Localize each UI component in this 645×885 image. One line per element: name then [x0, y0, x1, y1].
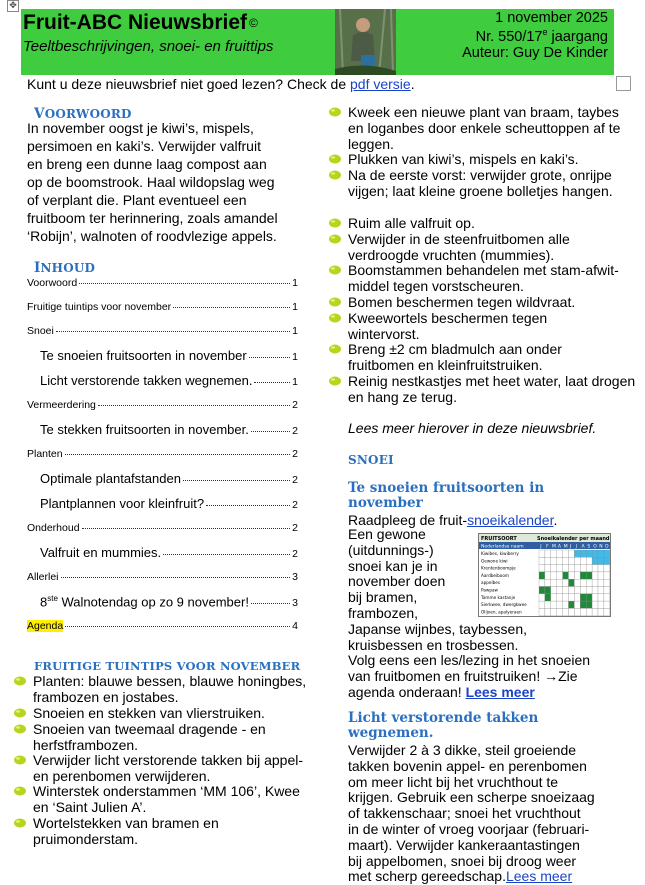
calendar-cell	[545, 601, 551, 608]
lemon-bullet-icon	[328, 375, 342, 386]
list-item: Plukken van kiwi’s, mispels en kaki’s.	[328, 151, 638, 167]
calendar-cell	[586, 587, 592, 594]
calendar-cell	[586, 594, 592, 601]
lemon-bullet-icon	[328, 343, 342, 354]
calendar-cell	[569, 601, 575, 608]
calendar-cell	[551, 565, 557, 572]
calendar-cell	[569, 594, 575, 601]
calendar-cell	[545, 608, 551, 615]
calendar-cell	[598, 572, 604, 579]
calendar-cell	[539, 550, 545, 557]
calendar-cell	[551, 550, 557, 557]
lemon-bullet-icon	[328, 217, 342, 228]
calendar-cell	[580, 572, 586, 579]
calendar-row-label: Aardbeiboom	[481, 572, 509, 578]
calendar-cell	[563, 587, 569, 594]
calendar-cell	[539, 579, 545, 586]
svg-text:FRUITSOORT: FRUITSOORT	[481, 536, 517, 542]
list-item: Verwijder in de steenfruitbomen alle verdroogde vruchten (mummies).	[328, 231, 628, 263]
calendar-month-label: F	[546, 544, 549, 550]
calendar-cell	[569, 587, 575, 594]
calendar-month-label: S	[587, 544, 591, 550]
calendar-cell	[539, 587, 545, 594]
calendar-cell	[557, 557, 563, 564]
calendar-cell	[563, 608, 569, 615]
toc-item[interactable]: Te stekken fruitsoorten in november. 2	[40, 422, 298, 437]
toc-item[interactable]: Planten 2	[27, 448, 298, 460]
calendar-cell	[586, 565, 592, 572]
calendar-cell	[574, 565, 580, 572]
calendar-cell	[539, 601, 545, 608]
header-banner	[21, 9, 614, 75]
calendar-cell	[604, 565, 610, 572]
calendar-cell	[592, 587, 598, 594]
toc-item[interactable]: Agenda 4	[27, 620, 298, 632]
calendar-cell	[557, 594, 563, 601]
gardener-photo-icon	[335, 9, 396, 75]
lemon-bullet-icon	[328, 264, 342, 275]
calendar-cell	[592, 601, 598, 608]
calendar-cell	[557, 565, 563, 572]
calendar-row-label: Krentenboompje	[481, 565, 516, 571]
calendar-cell	[598, 587, 604, 594]
list-item: Kweewortels beschermen tegen wintervorst.	[328, 310, 598, 342]
calendar-cell	[539, 594, 545, 601]
calendar-cell	[592, 594, 598, 601]
inhoud-heading: INHOUD	[34, 260, 96, 276]
calendar-cell	[557, 579, 563, 586]
calendar-cell	[580, 550, 586, 557]
lemon-bullet-icon	[13, 754, 27, 765]
calendar-cell	[551, 587, 557, 594]
voorwoord-heading: VOORWOORD	[34, 106, 132, 122]
calendar-cell	[604, 587, 610, 594]
calendar-month-label: M	[552, 544, 556, 550]
calendar-cell	[545, 579, 551, 586]
lemon-bullet-icon	[13, 785, 27, 796]
calendar-cell	[604, 594, 610, 601]
toc-item[interactable]: Voorwoord 1	[27, 277, 298, 289]
calendar-month-label: A	[581, 544, 585, 550]
calendar-cell	[539, 557, 545, 564]
calendar-cell	[569, 550, 575, 557]
calendar-cell	[574, 572, 580, 579]
toc-item[interactable]: Valfruit en mummies. 2	[40, 545, 298, 560]
calendar-cell	[598, 557, 604, 564]
calendar-cell	[586, 550, 592, 557]
list-item: Ruim alle valfruit op.	[328, 215, 628, 231]
calendar-cell	[569, 565, 575, 572]
calendar-cell	[551, 572, 557, 579]
calendar-month-label: A	[557, 544, 561, 550]
calendar-cell	[592, 579, 598, 586]
calendar-row-label: Olijven, apalyeraen	[481, 609, 522, 615]
calendar-row-label: Tamme kastanje	[481, 594, 516, 600]
calendar-cell	[574, 579, 580, 586]
calendar-cell	[557, 608, 563, 615]
snoei-text: Een gewone (uitdunnings-) snoei kan je in november doen bij bramen, frambozen, Japanse wijnbes, taybessen, kruisbessen en trosbessen. Volg eens een les/lezing in het snoeien van fruitbomen en fruitstruiken! →Zie agenda onderaan! Lees meer	[348, 526, 591, 700]
lees-meer-link-2[interactable]: Lees meer	[505, 868, 573, 885]
calendar-cell	[563, 550, 569, 557]
lemon-bullet-icon	[328, 233, 342, 244]
calendar-cell	[586, 608, 592, 615]
calendar-cell	[598, 565, 604, 572]
calendar-cell	[551, 601, 557, 608]
calendar-cell	[580, 601, 586, 608]
calendar-cell	[604, 572, 610, 579]
snoei-subheading-2: Licht verstorende takken wegnemen.	[348, 710, 539, 741]
calendar-cell	[580, 594, 586, 601]
calendar-cell	[545, 550, 551, 557]
calendar-cell	[569, 579, 575, 586]
calendar-cell	[574, 587, 580, 594]
list-item: Snoeien en stekken van vlierstruiken.	[13, 705, 323, 721]
list-item: Breng ±2 cm bladmulch aan onder fruitbomen en kleinfruitstruiken.	[328, 341, 618, 373]
snoei-text-2: Verwijder 2 à 3 dikke, steil groeiende takken bovenin appel- en perenbomen om meer licht bij het vruchthout te krijgen. Gebruik een scherpe snoeizaag of takkenschaar; snoei het vruchthout in de winter of vroeg voorjaar (februari- maart). Verwijder kankeraantastingen bij appelbomen, snoei bij droog weer met scherp gereedschap.Lees meer	[348, 742, 595, 885]
calendar-cell	[580, 579, 586, 586]
calendar-cell	[563, 572, 569, 579]
calendar-cell	[580, 565, 586, 572]
toc-item[interactable]: Optimale plantafstanden 2	[40, 471, 298, 486]
calendar-cell	[598, 579, 604, 586]
calendar-cell	[551, 557, 557, 564]
calendar-cell	[592, 608, 598, 615]
list-item: Planten: blauwe bessen, blauwe honingbes, frambozen en jostabes.	[13, 673, 308, 705]
calendar-cell	[586, 572, 592, 579]
calendar-cell	[598, 608, 604, 615]
calendar-cell	[574, 550, 580, 557]
lemon-bullet-icon	[328, 106, 342, 117]
svg-text:Nederlandse naam: Nederlandse naam	[481, 544, 524, 550]
list-item: Snoeien van tweemaal dragende - en herfstframbozen.	[13, 721, 308, 753]
calendar-cell	[586, 601, 592, 608]
list-item: Na de eerste vorst: verwijder grote, onrijpe vijgen; laat kleine groene bolletjes hangen.	[328, 167, 628, 199]
checkbox[interactable]	[616, 76, 631, 91]
list-item: Boomstammen behandelen met stam-afwit-middel tegen vorstscheuren.	[328, 262, 628, 294]
calendar-cell	[557, 572, 563, 579]
toc-item[interactable]: Snoei 1	[27, 325, 298, 337]
toc-item[interactable]: Allerlei 3	[27, 571, 298, 583]
calendar-cell	[563, 579, 569, 586]
snoei-heading: SNOEI	[348, 453, 394, 467]
calendar-cell	[539, 572, 545, 579]
calendar-cell	[574, 557, 580, 564]
snoeikalender-line: Raadpleeg de fruit-snoeikalender.	[348, 512, 558, 528]
calendar-cell	[598, 594, 604, 601]
calendar-cell	[563, 601, 569, 608]
calendar-cell	[545, 565, 551, 572]
svg-text:Snoeikalender per maand: Snoeikalender per maand	[537, 536, 610, 542]
calendar-month-label: O	[593, 544, 597, 550]
calendar-cell	[604, 557, 610, 564]
lemon-bullet-icon	[328, 169, 342, 180]
toc-item[interactable]: Te snoeien fruitsoorten in november 1	[40, 348, 298, 363]
calendar-month-label: J	[569, 544, 572, 550]
voorwoord-text: In november oogst je kiwi’s, mispels, persimoen en kaki’s. Verwijder valfruit en breng een dunne laag compost aan op de boomstrook. Haal wildopslag weg of verplant die. Plant eventueel een fruitboom ter herinnering, zoals amandel ‘Robijn’, walnoten of roodvlezige appels.	[27, 120, 278, 244]
toc-item[interactable]: Fruitige tuintips voor november 1	[27, 301, 298, 313]
calendar-cell	[563, 557, 569, 564]
tuintips-heading: FRUITIGE TUINTIPS VOOR NOVEMBER	[34, 659, 301, 673]
lemon-bullet-icon	[328, 296, 342, 307]
calendar-cell	[604, 550, 610, 557]
calendar-cell	[539, 565, 545, 572]
calendar-cell	[551, 594, 557, 601]
lemon-bullet-icon	[328, 153, 342, 164]
calendar-cell	[539, 608, 545, 615]
header-photo	[335, 9, 396, 75]
calendar-cell	[604, 579, 610, 586]
lees-meer-link[interactable]: Lees meer	[465, 683, 535, 700]
lemon-bullet-icon	[13, 675, 27, 686]
calendar-cell	[592, 550, 598, 557]
calendar-cell	[545, 557, 551, 564]
calendar-cell	[563, 594, 569, 601]
lemon-bullet-icon	[13, 817, 27, 828]
calendar-cell	[545, 572, 551, 579]
calendar-cell	[598, 601, 604, 608]
calendar-month-label: J	[575, 544, 577, 550]
calendar-row-label: Sierkwee, dwergkwee	[481, 602, 527, 608]
list-item: Wortelstekken van bramen en pruimonderstam.	[13, 815, 263, 847]
calendar-cell	[604, 608, 610, 615]
calendar-cell	[563, 565, 569, 572]
lemon-bullet-icon	[13, 723, 27, 734]
pdf-notice: Kunt u deze nieuwsbrief niet goed lezen? Check de pdf versie.	[27, 76, 415, 92]
calendar-row-label: Pawpaw	[481, 587, 498, 593]
issue-number: Nr. 550/17e jaargang	[475, 27, 608, 45]
calendar-month-label: N	[599, 544, 603, 550]
move-handle-icon[interactable]: ✥	[7, 0, 19, 12]
calendar-row-label: appelbes	[481, 580, 501, 586]
calendar-cell	[586, 557, 592, 564]
calendar-row-label: Gewone kiwi	[481, 558, 508, 564]
lees-meer-italic: Lees meer hierover in deze nieuwsbrief.	[348, 420, 597, 436]
calendar-cell	[569, 572, 575, 579]
calendar-cell	[592, 572, 598, 579]
calendar-cell	[580, 587, 586, 594]
snoeikalender-image[interactable]	[478, 533, 611, 617]
toc-item[interactable]: Licht verstorende takken wegnemen. 1	[40, 373, 298, 388]
pdf-link[interactable]: pdf versie	[350, 76, 411, 92]
newsletter-subtitle: Teeltbeschrijvingen, snoei- en fruittips	[23, 38, 274, 55]
calendar-cell	[598, 550, 604, 557]
calendar-cell	[545, 587, 551, 594]
list-item: Winterstek onderstammen ‘MM 106’, Kwee en ‘Saint Julien A’.	[13, 783, 303, 815]
toc-item[interactable]: Onderhoud 2	[27, 522, 298, 534]
calendar-cell	[569, 608, 575, 615]
calendar-month-label: D	[605, 544, 609, 550]
calendar-row-label: Kiwibes, kiwiberry	[481, 551, 519, 556]
calendar-cell	[569, 557, 575, 564]
calendar-cell	[580, 557, 586, 564]
toc-item[interactable]: Plantplannen voor kleinfruit? 2	[40, 496, 298, 511]
author: Auteur: Guy De Kinder	[462, 45, 608, 61]
calendar-cell	[586, 579, 592, 586]
calendar-cell	[557, 550, 563, 557]
lemon-bullet-icon	[13, 707, 27, 718]
calendar-cell	[604, 601, 610, 608]
calendar-cell	[551, 608, 557, 615]
calendar-cell	[557, 587, 563, 594]
list-item: Kweek een nieuwe plant van braam, taybes en loganbes door enkele scheuttoppen af te leggen.	[328, 104, 628, 152]
issue-date: 1 november 2025	[495, 10, 608, 26]
calendar-cell	[592, 565, 598, 572]
calendar-month-label: M	[563, 544, 568, 550]
calendar-cell	[574, 608, 580, 615]
calendar-cell	[574, 594, 580, 601]
calendar-cell	[574, 601, 580, 608]
toc-item[interactable]: 8ste Walnotendag op zo 9 november! 3	[40, 594, 298, 610]
calendar-grid-image	[479, 534, 610, 616]
snoei-subheading: Te snoeien fruitsoorten in november	[348, 480, 545, 511]
list-item: Verwijder licht verstorende takken bij appel- en perenbomen verwijderen.	[13, 752, 313, 784]
calendar-cell	[545, 594, 551, 601]
lemon-bullet-icon	[328, 312, 342, 323]
calendar-cell	[557, 601, 563, 608]
snoeikalender-link[interactable]: snoeikalender	[467, 512, 554, 528]
newsletter-title: Fruit-ABC Nieuwsbrief ©	[23, 11, 258, 34]
calendar-cell	[551, 579, 557, 586]
calendar-cell	[592, 557, 598, 564]
list-item: Bomen beschermen tegen wildvraat.	[328, 294, 638, 310]
calendar-month-label: J	[540, 544, 542, 550]
list-item: Reinig nestkastjes met heet water, laat drogen en hang ze terug.	[328, 373, 638, 405]
toc-item[interactable]: Vermeerdering 2	[27, 399, 298, 411]
calendar-cell	[580, 608, 586, 615]
